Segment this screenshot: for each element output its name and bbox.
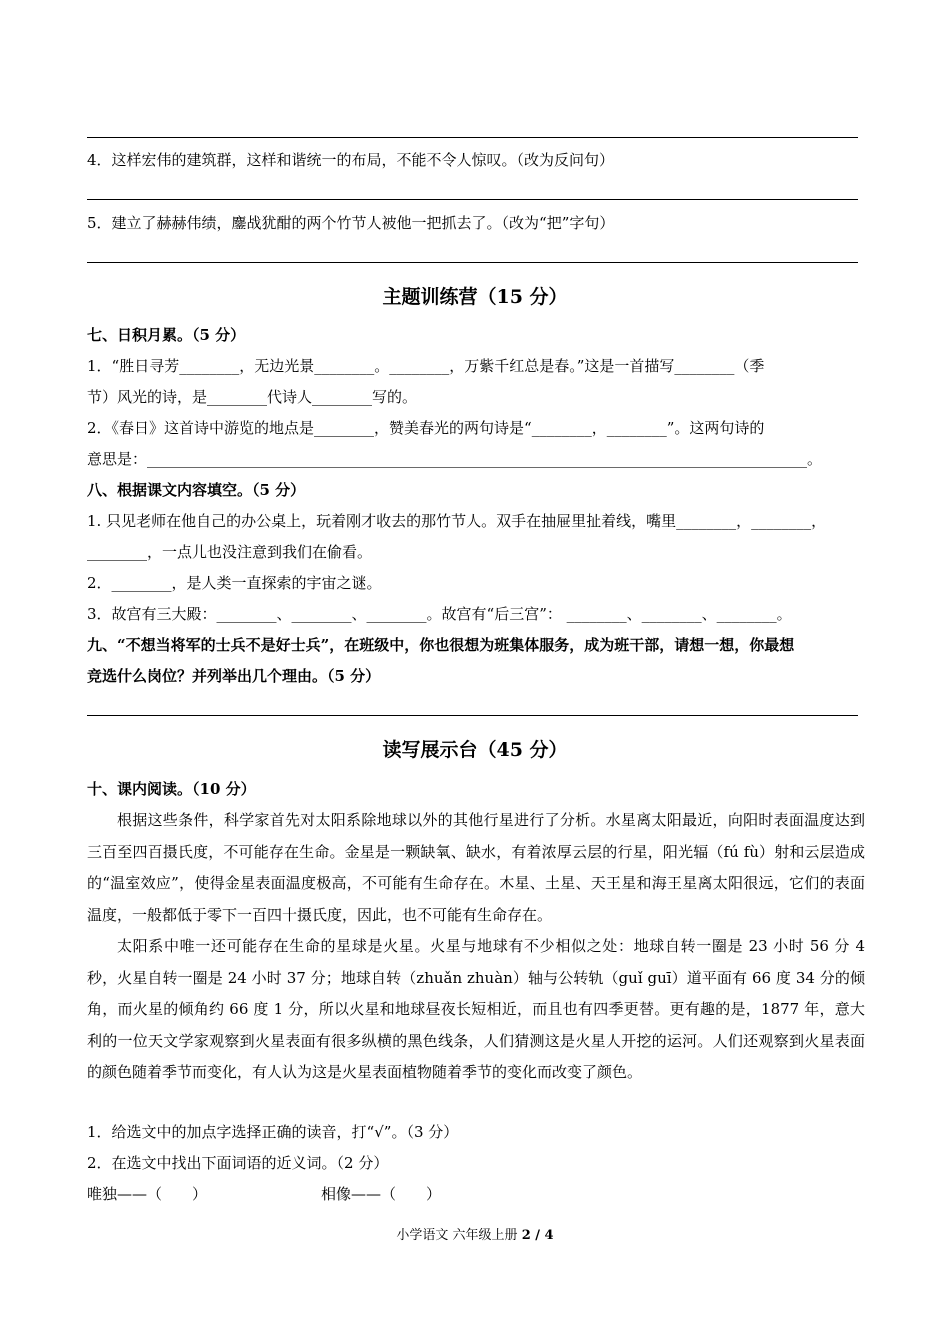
sub-question-1: 1．给选文中的加点字选择正确的读音，打“√”。（3 分） bbox=[87, 1123, 459, 1141]
question-7-2-cont: 意思是：________________________________________________________________________________________。 bbox=[87, 450, 823, 468]
synonym-blank-1[interactable]: 唯独——（ ） bbox=[87, 1185, 208, 1203]
question-4: 4．这样宏伟的建筑群，这样和谐统一的布局，不能不令人惊叹。（改为反问句） bbox=[87, 151, 615, 169]
question-8-title: 八、根据课文内容填空。（5 分） bbox=[87, 481, 306, 499]
question-8-1-cont: ________，一点儿也没注意到我们在偷看。 bbox=[87, 543, 373, 561]
reading-paragraph-2: 太阳系中唯一还可能存在生命的星球是火星。火星与地球有不少相似之处：地球自转一圈是 23 小时 56 分 4 秒，火星自转一圈是 24 小时 37 分；地球自转（zhuǎn zhuàn）轴与公转轨（guǐ guī）道平面有 66 度 34 分的倾角，而火星的倾角约 66 度 1 分，所以火星和地球昼夜长短相近，而且也有四季更替。更有趣的是，1877 年，意大利的一位天文学家观察到火星表面有很多纵横的黑色线条，人们猜测这是火星人开挖的运河。人们还观察到火星表面的颜色随着季节而变化，有人认为这是火星表面植物随着季节的变化而改变了颜色。 bbox=[87, 937, 865, 1081]
answer-line[interactable] bbox=[87, 137, 858, 138]
page-footer bbox=[0, 1224, 950, 1243]
sub-question-2: 2．在选文中找出下面词语的近义词。（2 分） bbox=[87, 1154, 389, 1172]
section-heading-reading: 读写展示台（45 分） bbox=[382, 739, 568, 761]
question-7-1: 1．“胜日寻芳________，无边光景________。________，万紫千红总是春。”这是一首描写________（季 bbox=[87, 357, 765, 375]
question-8-2: 2．________，是人类一直探索的宇宙之谜。 bbox=[87, 574, 382, 592]
answer-line[interactable] bbox=[87, 715, 858, 716]
question-7-1-cont: 节）风光的诗，是________代诗人________写的。 bbox=[87, 388, 418, 406]
question-5: 5．建立了赫赫伟绩，鏖战犹酣的两个竹节人被他一把抓去了。（改为“把”字句） bbox=[87, 214, 615, 232]
question-7-title: 七、日积月累。（5 分） bbox=[87, 326, 246, 344]
reading-paragraph-1: 根据这些条件，科学家首先对太阳系除地球以外的其他行星进行了分析。水星离太阳最近，向阳时表面温度达到三百至四百摄氏度，不可能存在生命。金星是一颗缺氧、缺水，有着浓厚云层的行星，阳光辐（fú fù）射和云层造成的“温室效应”，使得金星表面温度极高，不可能有生命存在。木星、土星、天王星和海王星离太阳很远，它们的表面温度，一般都低于零下一百四十摄氏度，因此，也不可能有生命存在。 bbox=[87, 811, 865, 924]
answer-line[interactable] bbox=[87, 262, 858, 263]
question-8-3: 3．故宫有三大殿：________、________、________。故宫有“后三宫”： ________、________、________。 bbox=[87, 605, 792, 623]
answer-line[interactable] bbox=[87, 199, 858, 200]
question-8-1: 1. 只见老师在他自己的办公桌上，玩着刚才收去的那竹节人。双手在抽屉里扯着线，嘴里________，________， bbox=[87, 512, 827, 530]
question-9-cont: 竞选什么岗位？并列举出几个理由。（5 分） bbox=[87, 667, 381, 685]
question-9: 九、“不想当将军的士兵不是好士兵”，在班级中，你也很想为班集体服务，成为班干部，请想一想，你最想 bbox=[87, 636, 795, 654]
synonym-blank-2[interactable]: 相像——（ ） bbox=[321, 1185, 442, 1203]
page-number: 2 / 4 bbox=[521, 1228, 554, 1243]
question-7-2: 2．《春日》这首诗中游览的地点是________，赞美春光的两句诗是“________，________”。这两句诗的 bbox=[87, 419, 765, 437]
question-10-title: 十、课内阅读。（10 分） bbox=[87, 780, 256, 798]
footer-text: 小学语文 六年级上册 bbox=[396, 1228, 518, 1243]
section-heading-theme: 主题训练营（15 分） bbox=[382, 286, 568, 308]
